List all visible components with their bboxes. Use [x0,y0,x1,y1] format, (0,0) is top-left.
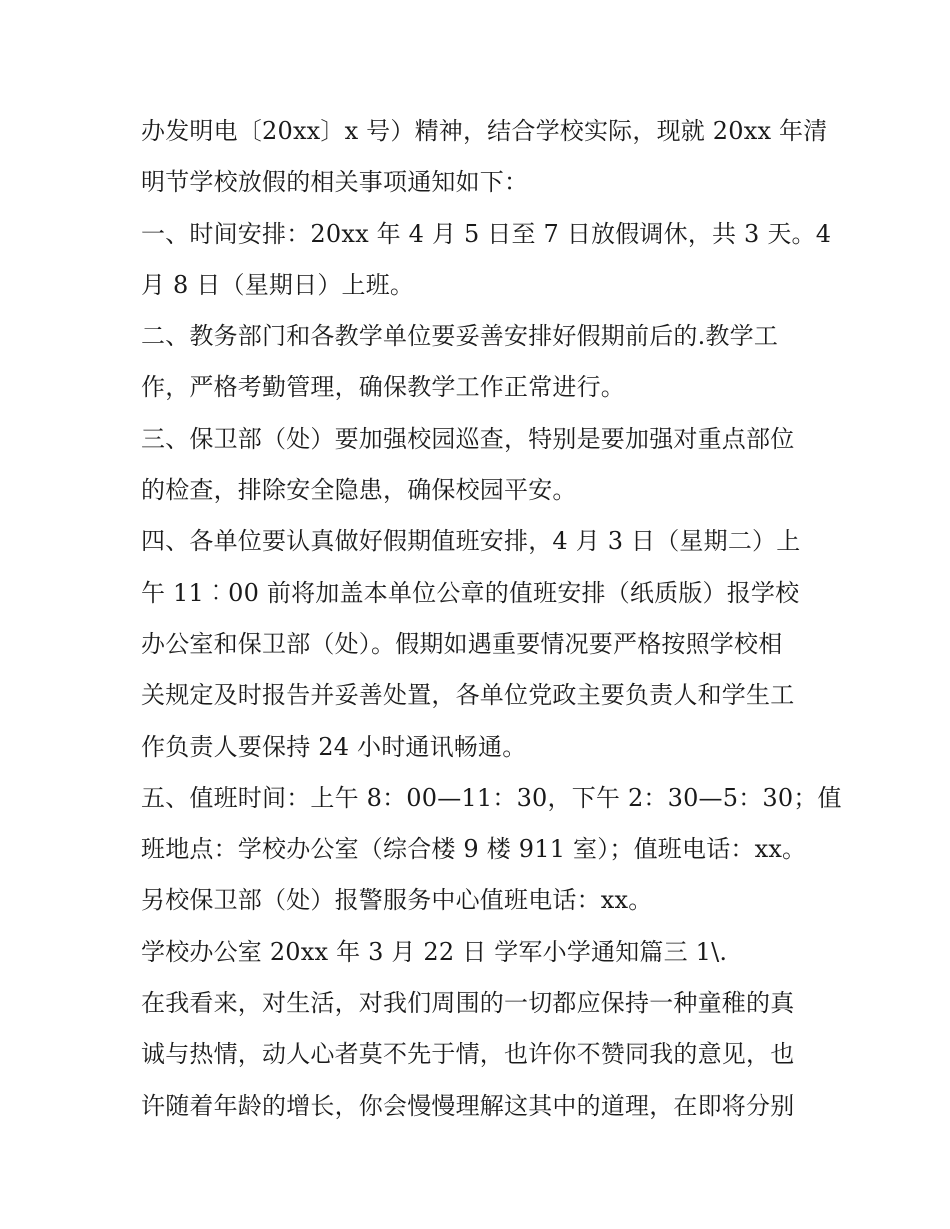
text-line: 在我看来，对生活，对我们周围的一切都应保持一种童稚的真 [141,989,795,1018]
text-line: 的检查，排除安全隐患，确保校园平安。 [141,476,577,505]
text-line: 办公室和保卫部（处）。假期如遇重要情况要严格按照学校相 [141,629,783,658]
text-line: 二、教务部门和各教学单位要妥善安排好假期前后的.教学工 [141,322,779,351]
text-line: 办发明电〔20xx〕x 号）精神，结合学校实际，现就 20xx 年清 [141,117,828,145]
text-line: 诚与热情，动人心者莫不先于情，也许你不赞同我的意见，也 [141,1040,795,1069]
text-line: 关规定及时报告并妥善处置，各单位党政主要负责人和学生工 [141,681,795,710]
text-line: 许随着年龄的增长，你会慢慢理解这其中的道理，在即将分别 [141,1091,795,1120]
text-line: 另校保卫部（处）报警服务中心值班电话：xx。 [141,886,653,915]
document-body [141,106,842,1132]
text-line: 五、值班时间：上午 8：00—11：30，下午 2：30—5：30；值 [141,783,842,812]
text-line: 学校办公室 20xx 年 3 月 22 日 学军小学通知篇三 1\. [141,937,728,966]
text-line: 三、保卫部（处）要加强校园巡查，特别是要加强对重点部位 [141,424,795,453]
text-line: 班地点：学校办公室（综合楼 9 楼 911 室）；值班电话：xx。 [141,835,807,864]
text-line: 作负责人要保持 24 小时通讯畅通。 [141,732,527,761]
text-line: 四、各单位要认真做好假期值班安排，4 月 3 日（星期二）上 [141,527,801,556]
text-line: 明节学校放假的相关事项通知如下： [141,168,529,197]
text-line: 月 8 日（星期日）上班。 [141,270,415,299]
text-line: 作，严格考勤管理，确保教学工作正常进行。 [141,373,625,402]
text-line: 一、时间安排：20xx 年 4 月 5 日至 7 日放假调休，共 3 天。4 [141,219,832,248]
text-line: 午 11︰00 前将加盖本单位公章的值班安排（纸质版）报学校 [141,578,800,607]
